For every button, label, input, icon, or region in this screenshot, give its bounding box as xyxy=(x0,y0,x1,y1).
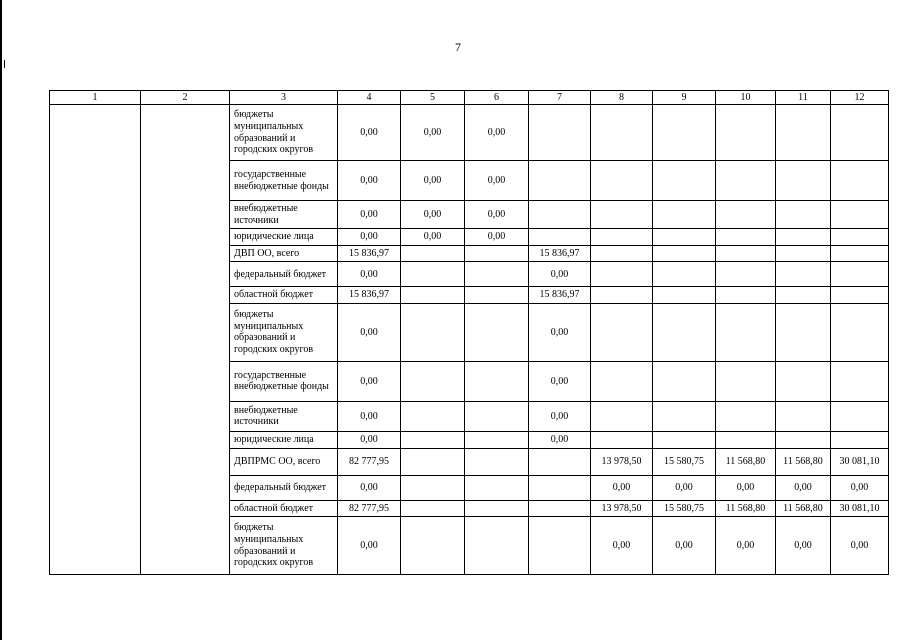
col2-cell xyxy=(141,105,230,575)
row-label: юридические лица xyxy=(230,431,338,448)
value-cell: 11 568,80 xyxy=(776,500,831,517)
value-cell xyxy=(465,475,529,500)
value-cell: 0,00 xyxy=(591,517,653,575)
value-cell xyxy=(831,303,889,361)
value-cell: 0,00 xyxy=(338,262,401,287)
value-cell: 0,00 xyxy=(338,229,401,246)
value-cell xyxy=(716,201,776,229)
value-cell: 0,00 xyxy=(401,161,465,201)
value-cell xyxy=(831,361,889,401)
value-cell xyxy=(831,229,889,246)
column-header: 4 xyxy=(338,91,401,105)
row-label: ДВП ОО, всего xyxy=(230,245,338,262)
value-cell xyxy=(776,361,831,401)
value-cell xyxy=(529,201,591,229)
value-cell xyxy=(831,401,889,431)
column-header: 2 xyxy=(141,91,230,105)
row-label: ДВПРМС ОО, всего xyxy=(230,448,338,475)
value-cell xyxy=(465,401,529,431)
value-cell xyxy=(716,431,776,448)
value-cell xyxy=(529,448,591,475)
value-cell: 13 978,50 xyxy=(591,500,653,517)
value-cell: 0,00 xyxy=(401,201,465,229)
value-cell: 15 836,97 xyxy=(529,287,591,304)
value-cell xyxy=(716,229,776,246)
value-cell xyxy=(529,517,591,575)
value-cell: 0,00 xyxy=(338,361,401,401)
value-cell: 0,00 xyxy=(529,431,591,448)
value-cell xyxy=(776,105,831,161)
value-cell xyxy=(401,262,465,287)
value-cell: 82 777,95 xyxy=(338,500,401,517)
value-cell xyxy=(591,105,653,161)
value-cell: 15 836,97 xyxy=(338,287,401,304)
value-cell xyxy=(831,105,889,161)
value-cell xyxy=(529,105,591,161)
value-cell xyxy=(716,303,776,361)
value-cell xyxy=(653,303,716,361)
value-cell xyxy=(591,287,653,304)
value-cell: 13 978,50 xyxy=(591,448,653,475)
col1-cell xyxy=(50,105,141,575)
value-cell xyxy=(776,401,831,431)
value-cell xyxy=(653,229,716,246)
value-cell: 0,00 xyxy=(338,303,401,361)
row-label: внебюджетные источники xyxy=(230,201,338,229)
value-cell: 0,00 xyxy=(831,475,889,500)
value-cell: 0,00 xyxy=(338,401,401,431)
value-cell: 15 836,97 xyxy=(338,245,401,262)
row-label: бюджеты муниципальных образований и городских округов xyxy=(230,105,338,161)
value-cell xyxy=(591,229,653,246)
value-cell xyxy=(401,475,465,500)
value-cell xyxy=(776,161,831,201)
value-cell: 0,00 xyxy=(401,229,465,246)
value-cell xyxy=(776,229,831,246)
column-header: 6 xyxy=(465,91,529,105)
value-cell xyxy=(653,105,716,161)
value-cell xyxy=(716,287,776,304)
value-cell: 0,00 xyxy=(529,262,591,287)
budget-table xyxy=(49,90,889,575)
value-cell xyxy=(465,448,529,475)
value-cell xyxy=(831,262,889,287)
value-cell xyxy=(716,245,776,262)
value-cell: 0,00 xyxy=(653,475,716,500)
value-cell xyxy=(776,431,831,448)
column-number-row xyxy=(50,91,889,105)
value-cell xyxy=(653,161,716,201)
value-cell: 0,00 xyxy=(465,161,529,201)
row-label: бюджеты муниципальных образований и городских округов xyxy=(230,303,338,361)
page-margin-mark xyxy=(4,60,5,68)
value-cell xyxy=(653,361,716,401)
value-cell xyxy=(716,161,776,201)
value-cell xyxy=(776,245,831,262)
budget-table-body xyxy=(50,91,889,575)
column-header: 3 xyxy=(230,91,338,105)
value-cell xyxy=(776,303,831,361)
value-cell: 0,00 xyxy=(338,517,401,575)
value-cell xyxy=(716,262,776,287)
value-cell: 11 568,80 xyxy=(776,448,831,475)
value-cell: 0,00 xyxy=(338,105,401,161)
column-header: 7 xyxy=(529,91,591,105)
value-cell xyxy=(401,361,465,401)
value-cell xyxy=(653,245,716,262)
value-cell: 0,00 xyxy=(831,517,889,575)
value-cell: 11 568,80 xyxy=(716,500,776,517)
value-cell xyxy=(591,245,653,262)
row-label: областной бюджет xyxy=(230,500,338,517)
value-cell xyxy=(401,245,465,262)
value-cell xyxy=(591,161,653,201)
value-cell: 0,00 xyxy=(465,105,529,161)
value-cell: 0,00 xyxy=(465,229,529,246)
row-label: внебюджетные источники xyxy=(230,401,338,431)
value-cell xyxy=(591,431,653,448)
value-cell: 0,00 xyxy=(338,161,401,201)
value-cell xyxy=(465,303,529,361)
value-cell xyxy=(401,287,465,304)
value-cell: 82 777,95 xyxy=(338,448,401,475)
value-cell xyxy=(465,431,529,448)
value-cell: 0,00 xyxy=(338,431,401,448)
value-cell xyxy=(465,262,529,287)
value-cell xyxy=(529,161,591,201)
value-cell: 0,00 xyxy=(776,517,831,575)
value-cell xyxy=(591,201,653,229)
value-cell xyxy=(465,361,529,401)
row-label: бюджеты муниципальных образований и городских округов xyxy=(230,517,338,575)
value-cell: 0,00 xyxy=(716,517,776,575)
value-cell: 15 580,75 xyxy=(653,448,716,475)
value-cell: 30 081,10 xyxy=(831,448,889,475)
value-cell xyxy=(401,401,465,431)
value-cell xyxy=(776,262,831,287)
value-cell: 30 081,10 xyxy=(831,500,889,517)
value-cell xyxy=(831,201,889,229)
table-row xyxy=(50,105,889,161)
value-cell xyxy=(653,262,716,287)
value-cell xyxy=(529,229,591,246)
value-cell xyxy=(529,475,591,500)
column-header: 9 xyxy=(653,91,716,105)
row-label: государственные внебюджетные фонды xyxy=(230,361,338,401)
value-cell xyxy=(776,201,831,229)
value-cell xyxy=(653,401,716,431)
value-cell: 0,00 xyxy=(465,201,529,229)
value-cell: 11 568,80 xyxy=(716,448,776,475)
column-header: 1 xyxy=(50,91,141,105)
value-cell: 0,00 xyxy=(529,361,591,401)
value-cell xyxy=(465,500,529,517)
value-cell xyxy=(465,245,529,262)
value-cell xyxy=(401,431,465,448)
value-cell xyxy=(529,500,591,517)
value-cell xyxy=(831,161,889,201)
value-cell xyxy=(401,517,465,575)
value-cell: 0,00 xyxy=(529,401,591,431)
value-cell xyxy=(831,431,889,448)
value-cell xyxy=(465,287,529,304)
value-cell xyxy=(716,401,776,431)
value-cell: 0,00 xyxy=(591,475,653,500)
value-cell: 15 836,97 xyxy=(529,245,591,262)
value-cell: 0,00 xyxy=(716,475,776,500)
row-label: федеральный бюджет xyxy=(230,262,338,287)
value-cell xyxy=(831,287,889,304)
value-cell xyxy=(401,448,465,475)
column-header: 12 xyxy=(831,91,889,105)
value-cell: 0,00 xyxy=(338,201,401,229)
value-cell xyxy=(591,262,653,287)
column-header: 11 xyxy=(776,91,831,105)
value-cell: 15 580,75 xyxy=(653,500,716,517)
value-cell xyxy=(401,500,465,517)
value-cell xyxy=(776,287,831,304)
column-header: 10 xyxy=(716,91,776,105)
value-cell: 0,00 xyxy=(776,475,831,500)
value-cell: 0,00 xyxy=(653,517,716,575)
value-cell xyxy=(465,517,529,575)
value-cell xyxy=(653,287,716,304)
page-number: 7 xyxy=(455,40,461,54)
value-cell xyxy=(591,401,653,431)
row-label: государственные внебюджетные фонды xyxy=(230,161,338,201)
value-cell xyxy=(716,361,776,401)
value-cell xyxy=(653,201,716,229)
column-header: 8 xyxy=(591,91,653,105)
value-cell xyxy=(716,105,776,161)
value-cell xyxy=(591,361,653,401)
row-label: областной бюджет xyxy=(230,287,338,304)
row-label: юридические лица xyxy=(230,229,338,246)
value-cell: 0,00 xyxy=(338,475,401,500)
value-cell: 0,00 xyxy=(401,105,465,161)
value-cell xyxy=(591,303,653,361)
value-cell xyxy=(653,431,716,448)
value-cell xyxy=(831,245,889,262)
column-header: 5 xyxy=(401,91,465,105)
value-cell: 0,00 xyxy=(529,303,591,361)
value-cell xyxy=(401,303,465,361)
page-left-edge xyxy=(0,0,2,640)
row-label: федеральный бюджет xyxy=(230,475,338,500)
